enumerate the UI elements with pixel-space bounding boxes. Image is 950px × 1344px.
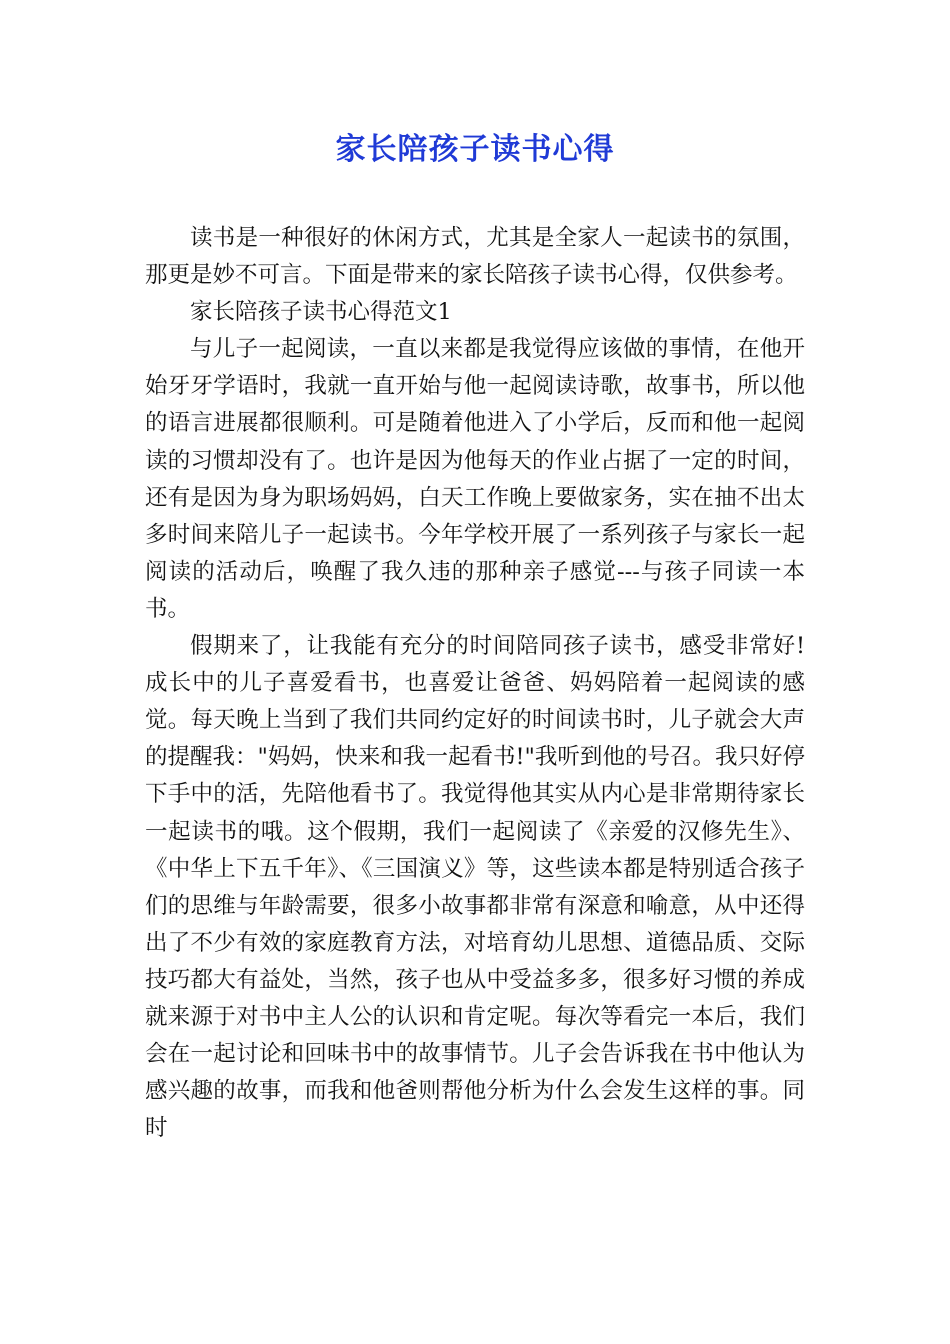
body-paragraph: 与儿子一起阅读，一直以来都是我觉得应该做的事情，在他开始牙牙学语时，我就一直开始与他一起阅读诗歌，故事书，所以他的语言进展都很顺利。可是随着他进入了小学后，反而和他一起阅读的习惯却没有了。也许是因为他每天的作业占据了一定的时间，还有是因为身为职场妈妈，白天工作晚上要做家务，实在抽不出太多时间来陪儿子一起读书。今年学校开展了一系列孩子与家长一起阅读的活动后，唤醒了我久违的那种亲子感觉---与孩子同读一本书。	[145, 336, 805, 622]
document-body	[145, 220, 805, 1147]
document-title: 家长陪孩子读书心得	[335, 132, 615, 167]
section-heading: 家长陪孩子读书心得范文1	[190, 299, 452, 326]
body-paragraph: 假期来了，让我能有充分的时间陪同孩子读书，感受非常好!成长中的儿子喜爱看书，也喜爱让爸爸、妈妈陪着一起阅读的感觉。每天晚上当到了我们共同约定好的时间读书时，儿子就会大声的提醒我："妈妈，快来和我一起看书!"我听到他的号召。我只好停下手中的活，先陪他看书了。我觉得他其实从内心是非常期待家长一起读书的哦。这个假期，我们一起阅读了《亲爱的汉修先生》、《中华上下五千年》、《三国演义》等，这些读本都是特别适合孩子们的思维与年龄需要，很多小故事都非常有深意和喻意，从中还得出了不少有效的家庭教育方法，对培育幼儿思想、道德品质、交际技巧都大有益处，当然，孩子也从中受益多多，很多好习惯的养成就来源于对书中主人公的认识和肯定呢。每次等看完一本后，我们会在一起讨论和回味书中的故事情节。儿子会告诉我在书中他认为感兴趣的故事，而我和他爸则帮他分析为什么会发生这样的事。同时	[145, 633, 805, 1142]
intro-paragraph: 读书是一种很好的休闲方式，尤其是全家人一起读书的氛围，那更是妙不可言。下面是带来的家长陪孩子读书心得，仅供参考。	[145, 225, 805, 289]
